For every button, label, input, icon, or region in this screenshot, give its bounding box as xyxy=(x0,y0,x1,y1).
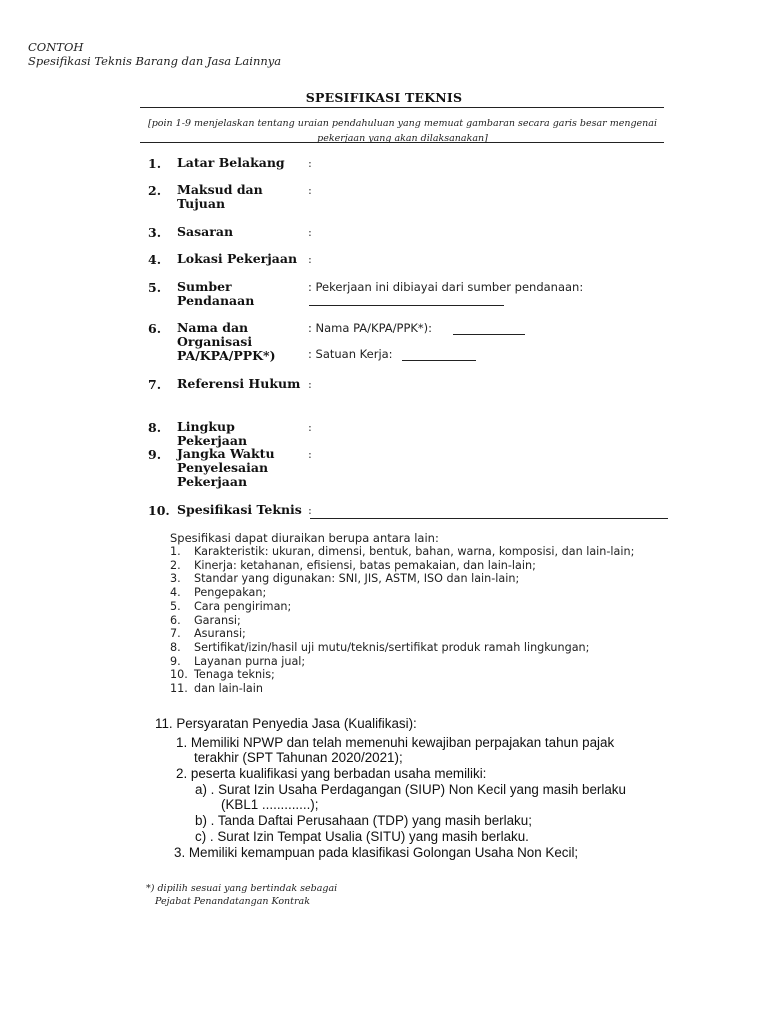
item-number: 8. xyxy=(148,420,162,435)
item-number: 2. xyxy=(148,183,162,198)
item-label-sumber-pendanaan: Sumber Pendanaan xyxy=(177,279,255,308)
section-11-sub-c: c) . Surat Izin Tempat Usalia (SITU) yang masih berlaku. xyxy=(195,829,529,844)
item-colon: : xyxy=(308,156,312,170)
item-colon: : xyxy=(308,447,312,461)
section-11-point-1: 1. Memiliki NPWP dan telah memenuhi kewajiban perpajakan tahun pajak xyxy=(176,735,615,750)
section-11-point-1-cont: terakhir (SPT Tahunan 2020/2021); xyxy=(194,750,403,765)
item-label-nama-organisasi: Nama dan Organisasi PA/KPA/PPK*) xyxy=(177,320,276,363)
item-number: 6. xyxy=(148,321,162,336)
item-label-lokasi: Lokasi Pekerjaan xyxy=(177,251,298,266)
list-item: 1. Karakteristik: ukuran, dimensi, bentuk, bahan, warna, komposisi, dan lain-lain; xyxy=(170,545,635,558)
item-colon: : xyxy=(308,377,312,391)
item-colon: : xyxy=(308,503,312,517)
spec-intro: Spesifikasi dapat diuraikan berupa antara lain: xyxy=(170,531,439,545)
intro-note: [poin 1-9 menjelaskan tentang uraian pendahuluan yang memuat gambaran secara garis besar mengenai pekerjaan yang akan dilaksanakan] xyxy=(148,118,657,144)
section-11-heading: 11. Persyaratan Penyedia Jasa (Kualifikasi): xyxy=(155,716,417,731)
section-11-sub-a-cont: (KBL1 .............); xyxy=(221,797,319,812)
list-item: 6. Garansi; xyxy=(170,613,241,627)
spec-rule xyxy=(310,518,668,519)
item-number: 5. xyxy=(148,280,162,295)
blank-line[interactable] xyxy=(402,360,476,361)
blank-line[interactable] xyxy=(453,334,525,335)
note-rule xyxy=(140,142,664,143)
footnote-line-1: *) dipilih sesuai yang bertindak sebagai xyxy=(146,883,338,894)
list-item: 10. Tenaga teknis; xyxy=(170,668,275,682)
item-value-sumber-pendanaan: : Pekerjaan ini dibiayai dari sumber pendanaan: xyxy=(308,280,584,294)
item-label-spesifikasi: Spesifikasi Teknis xyxy=(177,502,302,517)
item-value-nama: : Nama PA/KPA/PPK*): xyxy=(308,321,433,335)
section-11-point-2: 2. peserta kualifikasi yang berbadan usaha memiliki: xyxy=(176,766,487,781)
section-11-point-3: 3. Memiliki kemampuan pada klasifikasi Golongan Usaha Non Kecil; xyxy=(174,845,579,860)
list-item: 5. Cara pengiriman; xyxy=(170,599,292,613)
footnote-line-2: Pejabat Penandatangan Kontrak xyxy=(155,896,310,907)
item-label-referensi-hukum: Referensi Hukum xyxy=(177,376,301,391)
list-item: 2. Kinerja: ketahanan, efisiensi, batas pemakaian, dan lain-lain; xyxy=(170,558,536,572)
item-number: 9. xyxy=(148,447,162,462)
item-label-sasaran: Sasaran xyxy=(177,224,234,239)
header-subtitle: Spesifikasi Teknis Barang dan Jasa Lainnya xyxy=(28,54,282,68)
item-number: 10. xyxy=(148,503,170,518)
item-number: 7. xyxy=(148,377,162,392)
item-number: 4. xyxy=(148,252,162,267)
item-number: 1. xyxy=(148,156,162,171)
list-item: 7. Asuransi; xyxy=(170,627,246,641)
list-item: 8. Sertifikat/izin/hasil uji mutu/teknis/sertifikat produk ramah lingkungan; xyxy=(170,640,590,654)
list-item: 9. Layanan purna jual; xyxy=(170,654,306,668)
item-number: 3. xyxy=(148,225,162,240)
item-value-satuan-kerja: : Satuan Kerja: xyxy=(308,347,393,361)
item-label-maksud-tujuan: Maksud dan Tujuan xyxy=(177,182,263,211)
page-title: SPESIFIKASI TEKNIS xyxy=(305,90,463,105)
item-colon: : xyxy=(308,252,312,266)
section-11-sub-b: b) . Tanda Daftai Perusahaan (TDP) yang masih berlaku; xyxy=(195,813,532,828)
title-rule xyxy=(140,107,664,108)
list-item: 4. Pengepakan; xyxy=(170,586,267,600)
item-colon: : xyxy=(308,225,312,239)
list-item: 11. dan lain-lain xyxy=(170,682,263,696)
item-label-lingkup: Lingkup Pekerjaan xyxy=(177,419,248,448)
item-colon: : xyxy=(308,183,312,197)
blank-line[interactable] xyxy=(309,305,504,306)
list-item: 3. Standar yang digunakan: SNI, JIS, ASTM, ISO dan lain-lain; xyxy=(170,572,520,586)
section-11-sub-a: a) . Surat Izin Usaha Perdagangan (SIUP) Non Kecil yang masih berlaku xyxy=(195,782,626,797)
header-contoh: CONTOH xyxy=(28,40,84,54)
item-label-latar-belakang: Latar Belakang xyxy=(177,155,285,170)
item-label-jangka-waktu: Jangka Waktu Penyelesaian Pekerjaan xyxy=(177,446,275,489)
spec-list xyxy=(170,545,670,696)
item-colon: : xyxy=(308,420,312,434)
